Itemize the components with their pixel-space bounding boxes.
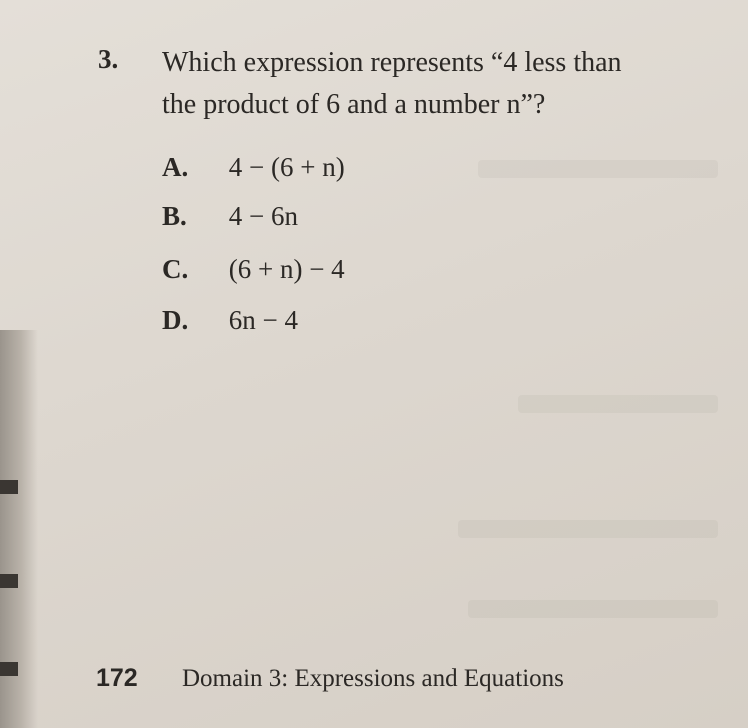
option-expression: 6n − 4 [228, 305, 298, 335]
binding-mark [0, 662, 18, 676]
option-letter: C. [162, 254, 189, 284]
binding-mark [0, 574, 18, 588]
option-letter: A. [162, 152, 189, 182]
question-line-1: Which expression represents “4 less than [162, 47, 622, 78]
option-expression: (6 + n) − 4 [228, 254, 345, 284]
question-prompt [162, 42, 722, 126]
binding-mark [0, 480, 18, 494]
option-expression: 4 − (6 + n) [228, 152, 345, 182]
question-number: 3. [98, 44, 119, 74]
page-number: 172 [96, 664, 138, 692]
option-expression: 4 − 6n [228, 201, 298, 231]
answer-option-d[interactable] [162, 305, 298, 336]
page-footer [96, 664, 564, 693]
answer-option-a[interactable] [162, 152, 345, 183]
domain-title: Domain 3: Expressions and Equations [181, 665, 564, 692]
answer-option-c[interactable] [162, 254, 345, 285]
answer-option-b[interactable] [162, 201, 298, 232]
show-through-text [478, 160, 718, 178]
question-line-2: the product of 6 and a number n”? [162, 89, 546, 120]
option-letter: D. [162, 305, 189, 335]
option-letter: B. [162, 201, 187, 231]
page-binding-edge [0, 330, 38, 728]
show-through-text [468, 600, 718, 618]
show-through-text [458, 520, 718, 538]
show-through-text [518, 395, 718, 413]
